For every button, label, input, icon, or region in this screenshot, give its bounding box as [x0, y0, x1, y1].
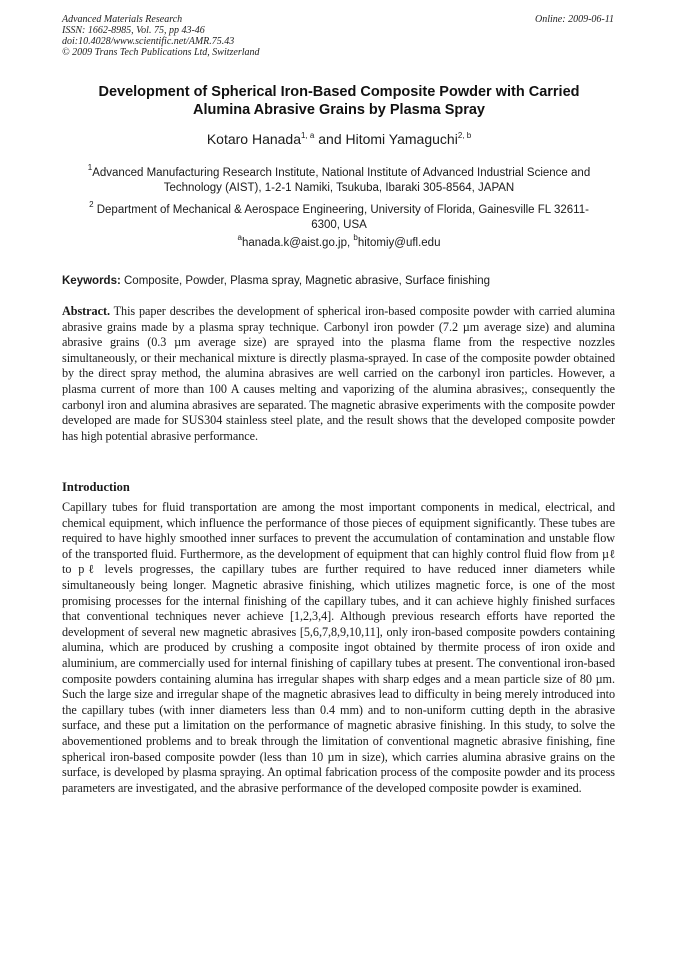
title-line-2: Alumina Abrasive Grains by Plasma Spray [192, 102, 485, 118]
author-2: Hitomi Yamaguchi [345, 131, 458, 147]
email-a-mark: a [237, 233, 242, 242]
abstract-label: Abstract. [62, 304, 110, 318]
author-1-affiliation-mark: 1, a [301, 131, 315, 140]
author-list [62, 130, 616, 148]
keywords-list: Composite, Powder, Plasma spray, Magnetic abrasive, Surface finishing [120, 275, 491, 287]
affiliation-2-line-2: 6300, USA [311, 219, 367, 231]
journal-name: Advanced Materials Research [62, 14, 183, 25]
affiliation-1 [62, 163, 616, 196]
doi-line: doi:10.4028/www.scientific.net/AMR.75.43 [62, 36, 235, 47]
author-2-affiliation-mark: 2, b [457, 131, 472, 140]
title-line-1: Development of Spherical Iron-Based Composite Powder with Carried [98, 84, 580, 100]
email-a: hanada.k@aist.go.jp, [241, 237, 354, 249]
copyright-line: © 2009 Trans Tech Publications Ltd, Switzerland [62, 47, 260, 58]
author-1: Kotaro Hanada [206, 131, 302, 147]
affiliation-1-line-2: Technology (AIST), 1-2-1 Namiki, Tsukuba, Ibaraki 305-8564, JAPAN [163, 182, 515, 194]
affiliation-2 [62, 200, 616, 233]
online-date: Online: 2009-06-11 [535, 14, 614, 25]
affiliation-1-mark: 1 [87, 163, 93, 172]
issn-line: ISSN: 1662-8985, Vol. 75, pp 43-46 [62, 25, 205, 36]
affiliation-1-line-1: Advanced Manufacturing Research Institute, National Institute of Advanced Industrial Science and [92, 167, 591, 179]
paper-title [62, 83, 616, 119]
email-b: hitomiy@ufl.edu [357, 237, 441, 249]
author-emails [62, 233, 616, 251]
journal-meta [62, 14, 260, 58]
affiliation-2-line-1: Department of Mechanical & Aerospace Engineering, University of Florida, Gainesville FL 32611- [93, 204, 589, 216]
abstract-text: This paper describes the development of spherical iron-based composite powder with carried alumina abrasive grains made by a plasma spray technique. Carbonyl iron powder (7.2 µm average size) and alumina abrasive grains (0.3 µm average size) are sprayed into the plasma flame from the respective nozzles simultaneously, or their mechanical mixture is directly plasma-sprayed. In case of the composite powder obtained by the direct spray method, the alumina abrasives are well carried on the carbonyl iron particles. However, a plasma current of more than 100 A causes melting and vaporizing of the alumina abrasives;, consequently the carbonyl iron and alumina abrasives are separated. The magnetic abrasive experiments with the composite powder developed are made for SUS304 stainless steel plate, and the result shows that the developed composite powder has high potential abrasive performance. [62, 304, 615, 443]
introduction-heading: Introduction [62, 480, 130, 494]
author-connector: and [314, 131, 346, 147]
keywords-paragraph [62, 274, 616, 289]
affiliation-2-mark: 2 [89, 200, 94, 209]
email-b-mark: b [353, 233, 358, 242]
abstract-paragraph [62, 304, 615, 444]
keywords-label: Keywords: [62, 275, 121, 287]
introduction-paragraph: Capillary tubes for fluid transportation are among the most important components in medical, electrical, and chemical equipment, which influence the performance of those pieces of equipment significantly. These tubes are required to have highly smoothed inner surfaces to prevent the accumulation of contamination and unstable flow of the transported fluid. Furthermore, as the development of equipment that can highly control fluid flow from µℓ to pℓ levels progresses, the capillary tubes are further required to have reduced inner diameters while simultaneously being longer. Magnetic abrasive finishing, which utilizes magnetic force, is one of the most promising processes for the internal finishing of the capillary tubes, and it can achieve highly finished surfaces that conventional techniques never achieve [1,2,3,4]. Although previous research efforts have reported the development of several new magnetic abrasives [5,6,7,8,9,10,11], only iron-based composite powders containing alumina, which are produced by crushing a composite ingot obtained by thermite process of iron oxide and aluminium, are commercially used for internal finishing of capillary tubes at present. The conventional iron-based composite powders containing alumina has irregular shapes with sharp edges and a mean particle size of 80 µm. Such the large size and irregular shape of the magnetic abrasives lead to difficulty in being merely introduced into the capillary tubes (with inner diameters less than 0.4 mm) and to non-uniform cutting depth in the abrasive surface, and these put a limitation on the performance of magnetic abrasive finishing. In this study, to solve the abovementioned problems and to break through the limitation of conventional magnetic abrasive finishing, fine spherical iron-based composite powder (less than 10 µm in size), which carries alumina abrasive grains on the surface, is developed by plasma spraying. An optimal fabrication process of the composite powder and its process parameters are investigated, and the abrasive performance of the developed composite powder is examined. [62, 500, 615, 795]
